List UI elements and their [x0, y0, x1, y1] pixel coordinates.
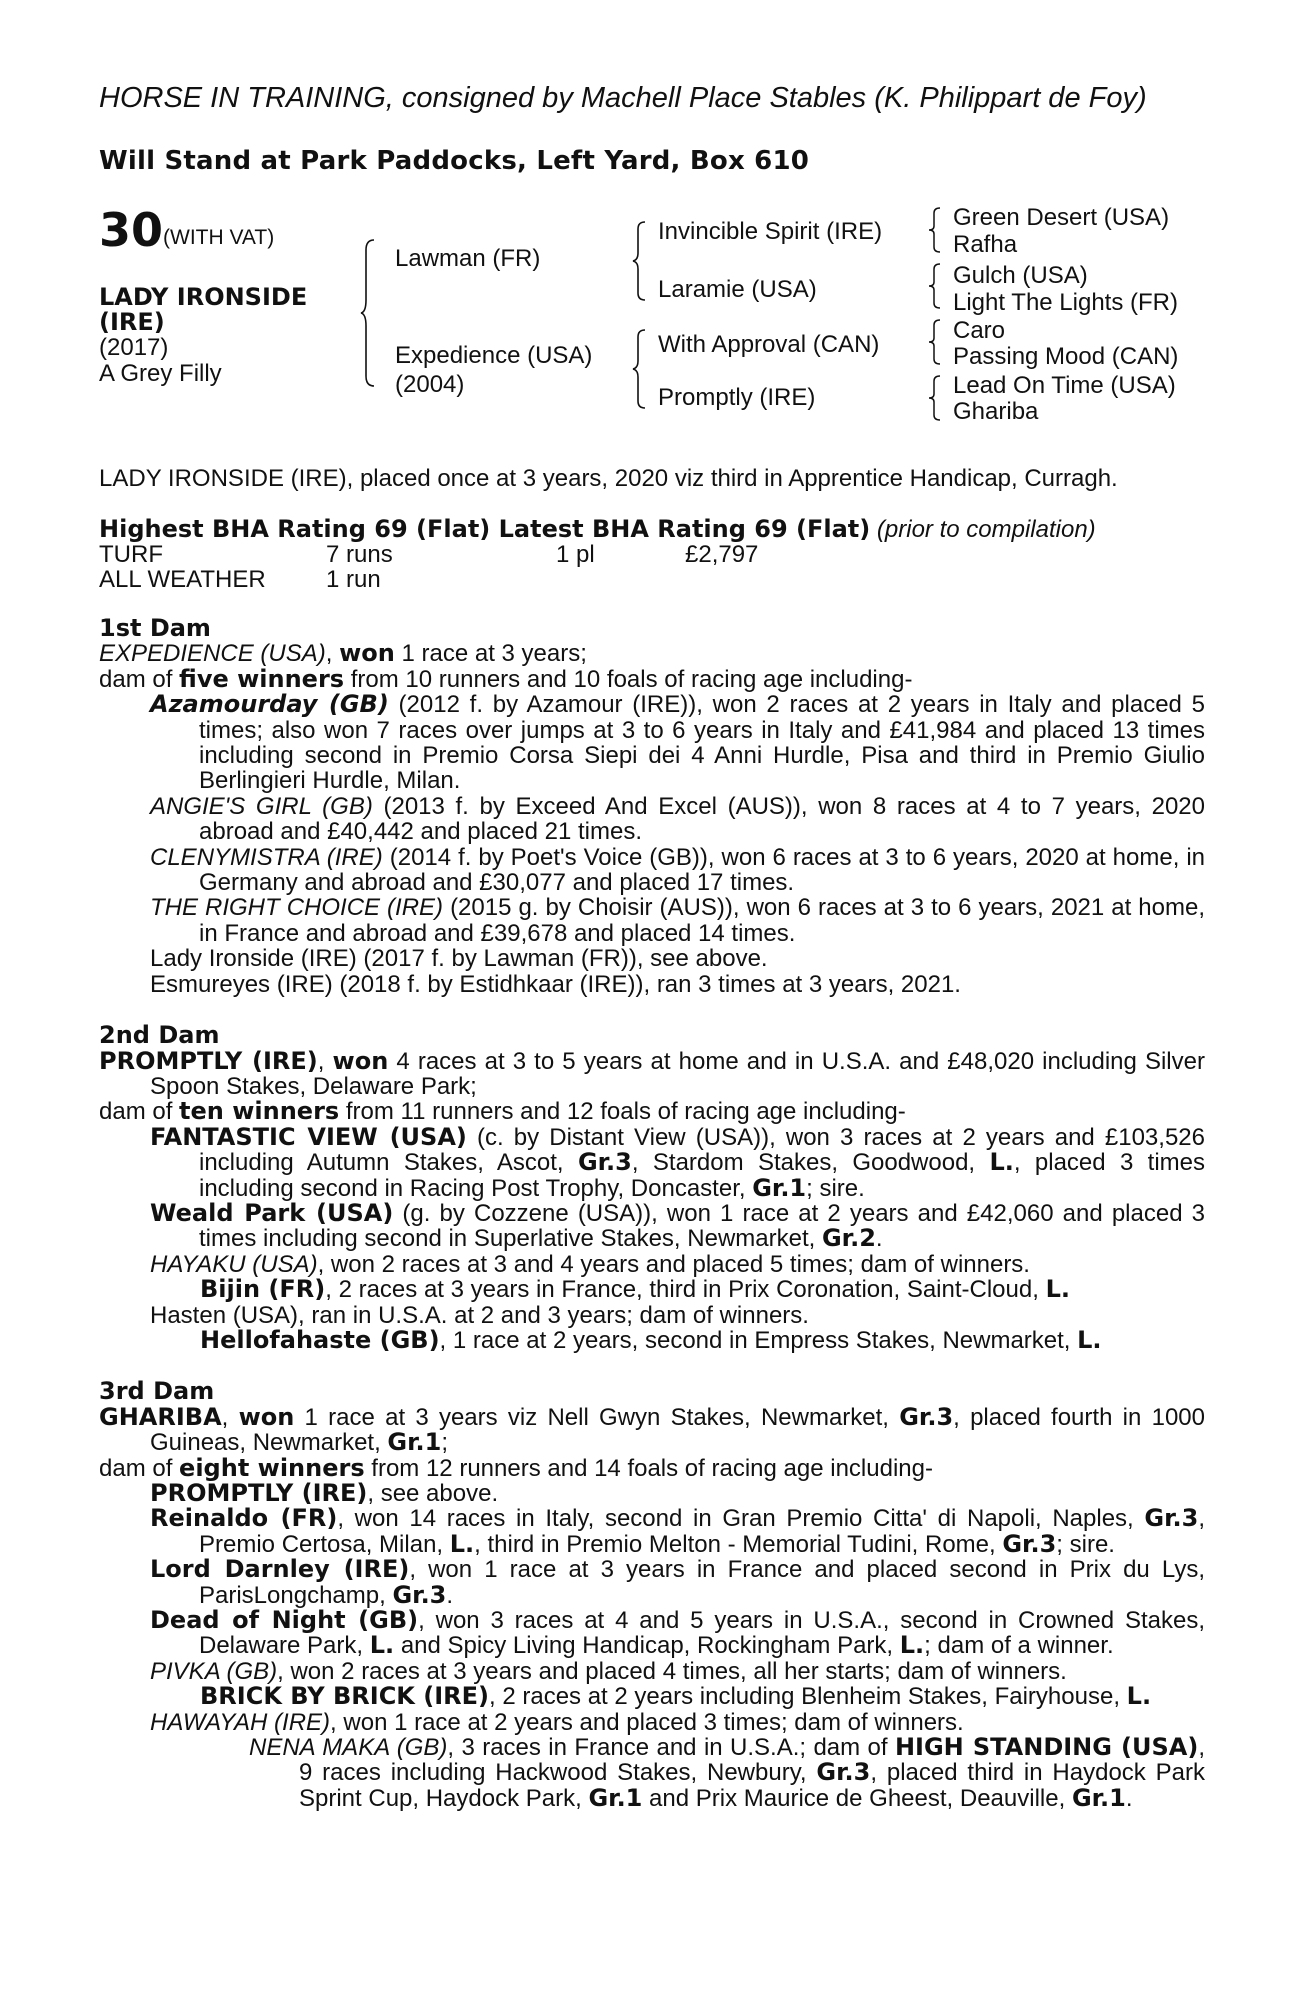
produce-text: , third in Premio Melton - Memorial Tudini, Rome, [474, 1530, 1003, 1558]
produce-name: HAYAKU (USA) [150, 1250, 318, 1278]
produce-text: , placed third in Haydock Park Sprint Cup, Haydock Park, [299, 1759, 1205, 1812]
produce-text: (2014 f. by Poet's Voice (GB)), won 6 races at 3 to 6 years, 2020 at home, in Germany and abroad and £30,077 and placed 17 times. [199, 843, 1205, 897]
listed-label: L. [1045, 1275, 1070, 1304]
first-dam-produce-text: from 10 runners and 10 foals of racing age including- [344, 665, 913, 693]
grade-label: Gr.3 [1002, 1529, 1057, 1558]
pedigree-brace-main [360, 238, 380, 388]
second-dam-produce-4: Hasten (USA), ran in U.S.A. at 2 and 3 years; dam of winners. [150, 1301, 809, 1329]
third-dam-produce-text: from 12 runners and 14 foals of racing age including- [364, 1454, 933, 1482]
pedigree-ggp-3: Gulch (USA) [953, 262, 1088, 289]
produce-text: , placed 3 times including second in Racing Post Trophy, Doncaster, [199, 1149, 1206, 1202]
ratings-line [99, 515, 1096, 544]
first-dam-produce-6: Esmureyes (IRE) (2018 f. by Estidhkaar (IRE)), ran 3 times at 3 years, 2021. [150, 970, 961, 998]
produce-text: (c. by Distant View (USA)), won 3 races at 2 years and £103,526 including Autumn Stakes, Ascot, [199, 1123, 1205, 1177]
pedigree-dam-year: (2004) [395, 371, 465, 398]
first-dam-won: won [339, 639, 395, 668]
listed-label: L. [1126, 1682, 1152, 1711]
second-dam-produce-4-foal [99, 1325, 1205, 1354]
third-dam-produce [99, 1453, 1205, 1482]
produce-text: (2015 g. by Choisir (AUS)), won 6 races at 3 to 6 years, 2021 at home, in France and abroad and £39,678 and placed 14 times. [199, 894, 1205, 947]
second-dam-produce-1 [99, 1122, 1206, 1202]
pedigree-ggp-4: Light The Lights (FR) [953, 289, 1178, 316]
second-dam-produce-text: from 11 runners and 12 foals of racing age including- [339, 1098, 906, 1126]
produce-name: PROMPTLY (IRE) [150, 1479, 368, 1507]
pedigree-dam-dam: Promptly (IRE) [658, 384, 816, 411]
third-dam-won-text: , placed fourth in 1000 Guineas, Newmarket, [150, 1403, 1205, 1457]
second-dam-section [99, 1023, 1205, 1353]
pedigree-dam: Expedience (USA) [395, 342, 593, 369]
second-dam-won: won [332, 1046, 389, 1075]
produce-text: , won 3 races at 4 and 5 years in U.S.A., second in Crowned Stakes, Delaware Park, [199, 1607, 1205, 1660]
pedigree-ggp-7: Lead On Time (USA) [953, 372, 1176, 399]
first-dam-produce-3 [99, 845, 1205, 896]
page-header: HORSE IN TRAINING, consigned by Machell Place Stables (K. Philippart de Foy) [99, 82, 1147, 114]
section-gap [99, 1353, 1205, 1379]
third-dam-won: won [238, 1402, 295, 1431]
dam-family-section [99, 616, 1205, 1811]
ratings-note: (prior to compilation) [876, 516, 1096, 543]
produce-text: , Stardom Stakes, Goodwood, [631, 1149, 990, 1177]
second-dam-produce [99, 1099, 1205, 1124]
listed-label: L. [369, 1631, 395, 1660]
first-dam-winners: five winners [179, 664, 345, 693]
listed-label: L. [449, 1529, 475, 1558]
produce-text: , 2 races at 2 years including Blenheim Stakes, Fairyhouse, [489, 1683, 1127, 1711]
grade-label: Gr.2 [821, 1224, 876, 1253]
third-dam-produce-3 [99, 1557, 1205, 1608]
lot-number: 30 [99, 203, 164, 257]
turf-runs: 7 runs [326, 541, 393, 568]
ratings-label: Highest BHA Rating 69 (Flat) Latest BHA Rating 69 (Flat) [99, 515, 871, 543]
pedigree-ggp-8: Ghariba [953, 398, 1039, 425]
second-dam-record: PROMPTLY (IRE), won 4 races at 3 to 5 years at home and in U.S.A. and £48,020 including Silver Spoon Stakes, Delaware Park; [99, 1046, 1205, 1100]
pedigree-ggp-6: Passing Mood (CAN) [953, 343, 1179, 370]
third-dam-produce-5-foal [99, 1684, 1205, 1709]
pedigree-brace-ggp4 [928, 374, 944, 422]
first-dam-name: EXPEDIENCE (USA) [99, 640, 326, 668]
first-dam-produce [99, 664, 1205, 693]
second-dam-produce-2 [99, 1198, 1205, 1253]
grade-label: Gr.1 [1071, 1783, 1126, 1812]
horse-name-line1: LADY IRONSIDE [99, 283, 308, 311]
first-dam-produce-1 [99, 692, 1205, 794]
produce-name: BRICK BY BRICK (IRE) [200, 1682, 489, 1711]
produce-text: , Premio Certosa, Milan, [199, 1505, 1205, 1558]
third-dam-produce-2 [99, 1506, 1205, 1557]
pedigree-ggp-1: Green Desert (USA) [953, 204, 1170, 231]
produce-text: , 3 races in France and in U.S.A.; dam of [447, 1734, 895, 1762]
second-dam-dam-of: dam of [99, 1098, 180, 1126]
first-dam-won-text: 1 race at 3 years; [394, 640, 587, 668]
produce-text: (2013 f. by Exceed And Excel (AUS)), won 8 races at 4 to 7 years, 2020 abroad and £40,442 and placed 21 times. [199, 792, 1205, 846]
produce-name: FANTASTIC VIEW (USA) [150, 1122, 467, 1151]
pedigree-brace-dam [632, 328, 650, 410]
horse-year: (2017) [99, 334, 169, 361]
produce-text: . [875, 1225, 883, 1253]
grade-label: Gr.3 [899, 1402, 954, 1431]
produce-text: (2012 f. by Azamour (IRE)), won 2 races at 2 years in Italy and placed 5 times; also won 7 races over jumps at 3 to 6 years in Italy and £41,984 and placed 13 times including second in Premio Corsa Siepi dei 4 Anni Hurdle, Pisa and third in Premio Giulio Berlingieri Hurdle, Milan. [199, 691, 1205, 795]
produce-text: . [446, 1581, 454, 1609]
produce-text: , see above. [367, 1480, 499, 1507]
produce-text: , won 2 races at 3 and 4 years and placed 5 times; dam of winners. [317, 1250, 1030, 1278]
third-dam-won-text: ; [441, 1429, 449, 1457]
vat-note: (WITH VAT) [163, 226, 275, 249]
produce-text: ; dam of a winner. [924, 1632, 1114, 1660]
third-dam-produce-6-foal [99, 1735, 1205, 1811]
produce-text: , 1 race at 2 years, second in Empress Stakes, Newmarket, [439, 1326, 1078, 1354]
produce-name: HAWAYAH (IRE) [150, 1708, 331, 1736]
first-dam-heading: 1st Dam [99, 614, 211, 642]
second-dam-winners: ten winners [179, 1097, 340, 1126]
produce-text: and Prix Maurice de Gheest, Deauville, [642, 1784, 1072, 1812]
horse-name [99, 285, 307, 335]
pedigree-sire: Lawman (FR) [395, 245, 541, 272]
turf-placed: 1 pl [556, 541, 595, 568]
horse-description: A Grey Filly [99, 360, 222, 387]
third-dam-dam-of: dam of [99, 1454, 180, 1482]
grade-label: Gr.1 [588, 1783, 643, 1812]
produce-text: , won 2 races at 3 years and placed 4 times, all her starts; dam of winners. [277, 1657, 1067, 1685]
pedigree-brace-sire [632, 220, 650, 302]
horse-name-line2: (IRE) [99, 308, 165, 336]
listed-label: L. [899, 1631, 925, 1660]
produce-name: CLENYMISTRA (IRE) [150, 843, 383, 871]
aw-surface: ALL WEATHER [99, 566, 266, 593]
produce-name: Lord Darnley (IRE) [150, 1555, 410, 1584]
third-dam-heading: 3rd Dam [99, 1377, 215, 1406]
produce-text: ; sire. [806, 1174, 865, 1202]
pedigree-ggp-2: Rafha [953, 231, 1018, 258]
produce-name: ANGIE'S GIRL (GB) [150, 792, 373, 820]
second-dam-won-text: 4 races at 3 to 5 years at home and in U.S.A. and £48,020 including Silver Spoon Stakes, Delaware Park; [150, 1047, 1205, 1100]
second-dam-produce-3 [99, 1252, 1205, 1277]
third-dam-winners: eight winners [179, 1453, 365, 1482]
produce-text: , won 1 race at 2 years and placed 3 times; dam of winners. [330, 1708, 964, 1736]
first-dam-record: EXPEDIENCE (USA), won 1 race at 3 years; [99, 639, 587, 668]
third-dam-produce-5 [99, 1659, 1205, 1684]
location-line: Will Stand at Park Paddocks, Left Yard, Box 610 [99, 146, 810, 176]
third-dam-name: GHARIBA [99, 1402, 222, 1431]
produce-name: Hellofahaste (GB) [200, 1325, 440, 1354]
produce-text: (g. by Cozzene (USA)), won 1 race at 2 years and £42,060 and placed 3 times including second in Superlative Stakes, Newmarket, [199, 1199, 1205, 1253]
grade-label: Gr.3 [577, 1148, 632, 1177]
grade-label: Gr.3 [816, 1758, 871, 1787]
second-dam-heading: 2nd Dam [99, 1021, 220, 1050]
produce-name: Azamourday (GB) [150, 690, 389, 719]
turf-earnings: £2,797 [685, 541, 759, 568]
aw-runs: 1 run [326, 566, 381, 593]
produce-name: NENA MAKA (GB) [249, 1734, 448, 1762]
section-gap [99, 997, 1205, 1023]
listed-label: L. [1077, 1325, 1102, 1354]
produce-text: ; sire. [1056, 1530, 1115, 1558]
produce-text: , won 1 race at 3 years in France and placed second in Prix du Lys, ParisLongchamp, [199, 1556, 1205, 1609]
third-dam-produce-4 [99, 1608, 1205, 1659]
produce-name: Dead of Night (GB) [150, 1606, 419, 1635]
third-dam-record: GHARIBA, won 1 race at 3 years viz Nell Gwyn Stakes, Newmarket, Gr.3, placed fourth in 1000 Guineas, Newmarket, Gr.1; [99, 1402, 1205, 1457]
grade-label: Gr.1 [752, 1173, 807, 1202]
race-summary: LADY IRONSIDE (IRE), placed once at 3 years, 2020 viz third in Apprentice Handicap, Curragh. [99, 465, 1118, 492]
second-dam-name: PROMPTLY (IRE) [99, 1046, 318, 1075]
produce-text: , won 14 races in Italy, second in Gran Premio Citta' di Napoli, Naples, [337, 1505, 1145, 1533]
produce-text: . [1125, 1784, 1133, 1812]
grade-label: Gr.1 [387, 1428, 442, 1457]
first-dam-section [99, 616, 1205, 997]
grade-label: Gr.3 [1144, 1504, 1199, 1533]
third-dam-produce-6 [99, 1710, 1205, 1735]
second-dam-produce-3-foal [99, 1277, 1205, 1302]
produce-name: THE RIGHT CHOICE (IRE) [150, 894, 444, 922]
produce-text: and Spicy Living Handicap, Rockingham Park, [394, 1632, 900, 1660]
pedigree-sire-sire: Invincible Spirit (IRE) [658, 218, 883, 245]
first-dam-produce-2 [99, 794, 1205, 845]
pedigree-brace-ggp1 [928, 206, 944, 254]
produce-name: Weald Park (USA) [150, 1198, 394, 1227]
turf-surface: TURF [99, 541, 163, 568]
pedigree-brace-ggp3 [928, 318, 944, 366]
produce-name: PIVKA (GB) [150, 1657, 278, 1685]
third-dam-won-text: 1 race at 3 years viz Nell Gwyn Stakes, Newmarket, [294, 1403, 900, 1431]
third-dam-section [99, 1379, 1205, 1811]
first-dam-produce-5: Lady Ironside (IRE) (2017 f. by Lawman (FR)), see above. [150, 945, 768, 973]
pedigree-brace-ggp2 [928, 262, 944, 310]
produce-text: , 2 races at 3 years in France, third in Prix Coronation, Saint-Cloud, [325, 1276, 1046, 1304]
first-dam-produce-4 [99, 895, 1205, 946]
first-dam-dam-of: dam of [99, 665, 180, 693]
grade-label: Gr.3 [392, 1580, 447, 1609]
pedigree-dam-sire: With Approval (CAN) [658, 331, 880, 358]
produce-name: Bijin (FR) [200, 1275, 326, 1304]
listed-label: L. [989, 1148, 1014, 1177]
produce-name: HIGH STANDING (USA) [894, 1733, 1199, 1762]
produce-text: , 9 races including Hackwood Stakes, Newbury, [299, 1734, 1206, 1787]
third-dam-produce-1 [99, 1481, 1205, 1506]
pedigree-ggp-5: Caro [953, 317, 1006, 344]
produce-name: Reinaldo (FR) [150, 1504, 338, 1533]
pedigree-sire-dam: Laramie (USA) [658, 276, 817, 303]
